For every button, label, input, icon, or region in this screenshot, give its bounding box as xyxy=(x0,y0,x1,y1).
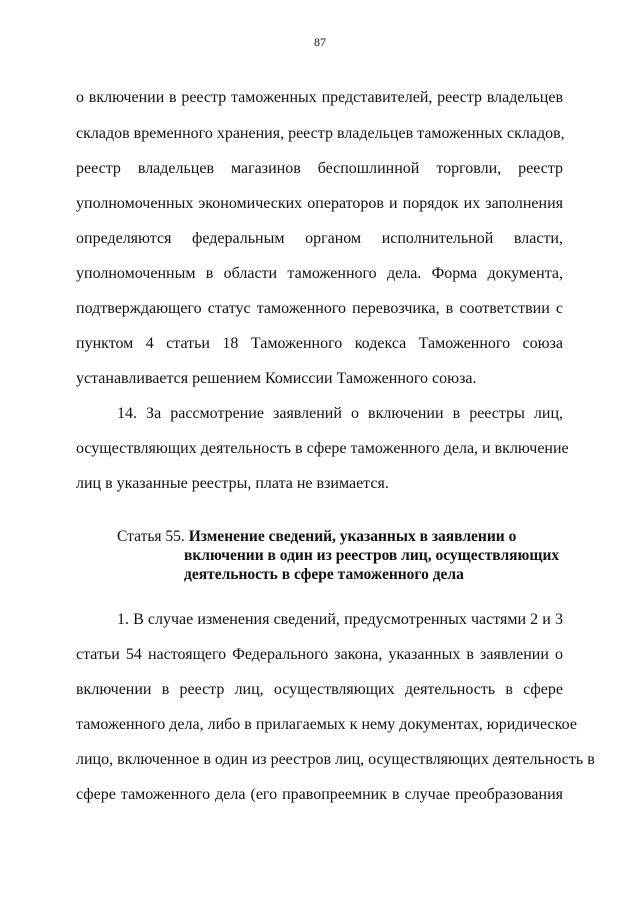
paragraph-line: статьи 54 настоящего Федерального закона, указанных в заявлении о xyxy=(76,646,563,663)
paragraph-line: уполномоченных экономических операторов и порядок их заполнения xyxy=(76,195,563,212)
paragraph-line: 14. За рассмотрение заявлений о включении в реестры лиц, xyxy=(117,405,563,422)
paragraph-line: определяются федеральным органом исполнительной власти, xyxy=(76,230,563,247)
paragraph-line: таможенного дела, либо в прилагаемых к нему документах, юридическое xyxy=(76,716,577,733)
paragraph-line: складов временного хранения, реестр владельцев таможенных складов, xyxy=(76,125,565,142)
paragraph-line: пунктом 4 статьи 18 Таможенного кодекса Таможенного союза xyxy=(76,335,563,352)
article-title-line: Изменение сведений, указанных в заявлении о xyxy=(188,528,517,545)
paragraph-line: о включении в реестр таможенных представителей, реестр владельцев xyxy=(76,89,563,106)
paragraph-line: лиц в указанные реестры, плата не взимается. xyxy=(76,475,389,492)
paragraph-line: устанавливается решением Комиссии Таможенного союза. xyxy=(76,370,477,387)
paragraph-line: сфере таможенного дела (его правопреемник в случае преобразования xyxy=(76,786,563,803)
paragraph-line: включении в реестр лиц, осуществляющих деятельность в сфере xyxy=(76,681,563,698)
article-title-line: деятельность в сфере таможенного дела xyxy=(184,566,464,583)
paragraph-line: реестр владельцев магазинов беспошлинной торговли, реестр xyxy=(76,160,563,177)
paragraph-line: 1. В случае изменения сведений, предусмотренных частями 2 и 3 xyxy=(117,611,563,628)
page-number: 87 xyxy=(314,35,326,49)
paragraph-line: осуществляющих деятельность в сфере таможенного дела, и включение xyxy=(76,440,569,457)
article-heading xyxy=(117,527,516,547)
paragraph-line: уполномоченным в области таможенного дела. Форма документа, xyxy=(76,265,563,282)
paragraph-line: лицо, включенное в один из реестров лиц, осуществляющих деятельность в xyxy=(76,751,595,768)
article-title-line: включении в один из реестров лиц, осуществляющих xyxy=(184,547,560,564)
article-label: Статья 55. xyxy=(117,528,185,545)
paragraph-line: подтверждающего статус таможенного перевозчика, в соответствии с xyxy=(76,300,563,317)
